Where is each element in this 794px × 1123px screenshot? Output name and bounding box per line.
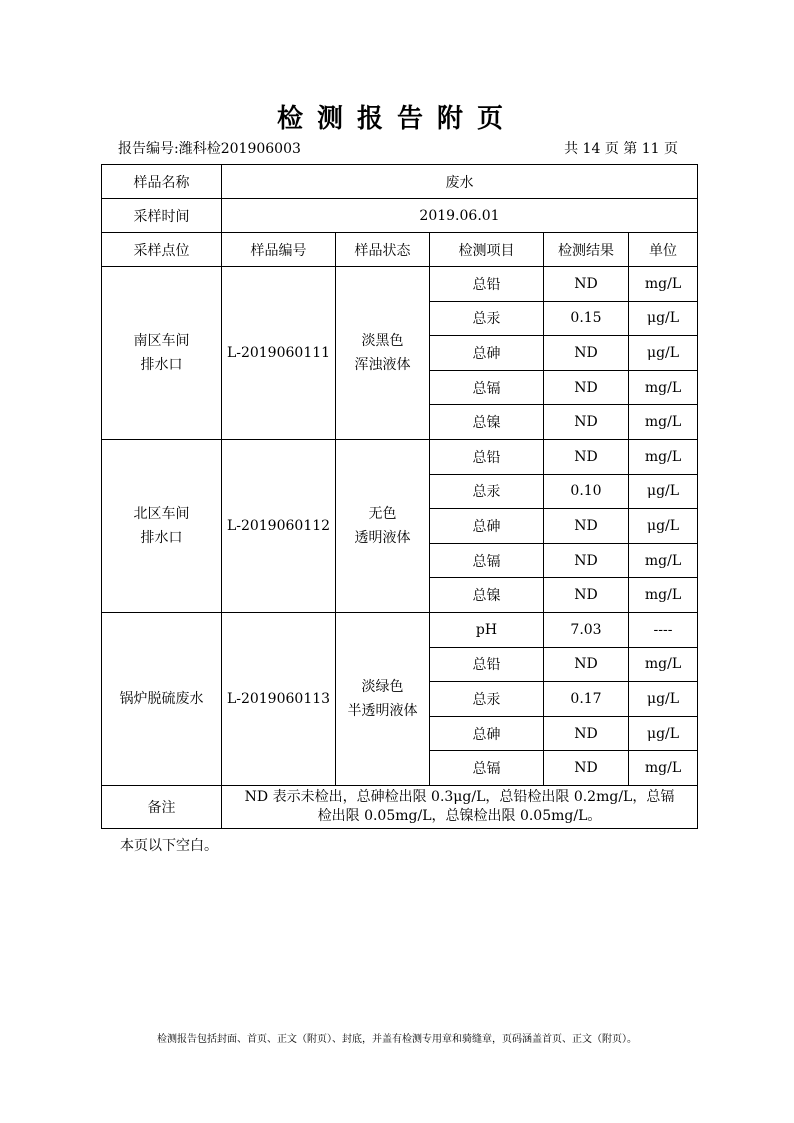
sample-location — [102, 612, 222, 785]
sample-location — [102, 439, 222, 612]
test-result: 0.10 — [544, 474, 629, 509]
report-number: 报告编号:潍科检201906003 — [118, 141, 301, 157]
test-item: 总砷 — [430, 336, 544, 371]
sample-time-label: 采样时间 — [102, 199, 222, 233]
test-result: ND — [544, 578, 629, 613]
test-unit: μg/L — [629, 301, 698, 336]
blank-note: 本页以下空白。 — [120, 838, 218, 854]
page-footer: 检测报告包括封面、首页、正文（附页）、封底，并盖有检测专用章和骑缝章，页码涵盖首页、正文（附页）。 — [157, 1034, 637, 1045]
test-item: 总铅 — [430, 647, 544, 682]
test-result: ND — [544, 336, 629, 371]
table-row — [102, 267, 698, 302]
table-row — [102, 439, 698, 474]
table-row — [102, 612, 698, 647]
location-line: 锅炉脱硫废水 — [119, 690, 204, 707]
header-sample-id: 样品编号 — [222, 233, 336, 267]
test-result: ND — [544, 751, 629, 786]
remarks-line: ND 表示未检出，总砷检出限 0.3μg/L，总铅检出限 0.2mg/L，总镉 — [244, 788, 675, 805]
data-rows — [102, 267, 698, 786]
location-line: 南区车间 — [133, 332, 190, 349]
sample-name-row — [102, 165, 698, 199]
sample-state — [336, 439, 430, 612]
state-line: 浑浊液体 — [354, 356, 411, 373]
report-meta — [118, 138, 678, 158]
test-unit: mg/L — [629, 543, 698, 578]
sample-time-row — [102, 199, 698, 233]
sample-name-label: 样品名称 — [102, 165, 222, 199]
state-line: 无色 — [368, 505, 397, 522]
test-unit: mg/L — [629, 405, 698, 440]
test-item: 总镍 — [430, 405, 544, 440]
test-result: ND — [544, 370, 629, 405]
location-line: 北区车间 — [133, 505, 190, 522]
column-header-row — [102, 233, 698, 267]
test-result: ND — [544, 716, 629, 751]
test-result: ND — [544, 543, 629, 578]
test-unit: mg/L — [629, 751, 698, 786]
test-result: ND — [544, 647, 629, 682]
sample-id: L-2019060113 — [222, 612, 336, 785]
test-unit: μg/L — [629, 716, 698, 751]
results-table — [101, 164, 698, 829]
test-unit: ---- — [629, 612, 698, 647]
test-item: pH — [430, 612, 544, 647]
test-unit: mg/L — [629, 578, 698, 613]
remarks-text — [222, 785, 698, 828]
test-item: 总砷 — [430, 716, 544, 751]
test-unit: μg/L — [629, 336, 698, 371]
test-item: 总镉 — [430, 751, 544, 786]
test-result: 0.17 — [544, 682, 629, 717]
location-line: 排水口 — [140, 356, 183, 373]
state-line: 淡黑色 — [361, 332, 404, 349]
header-location: 采样点位 — [102, 233, 222, 267]
sample-state — [336, 612, 430, 785]
test-item: 总镍 — [430, 578, 544, 613]
sample-state — [336, 267, 430, 440]
state-line: 半透明液体 — [347, 702, 418, 719]
header-state: 样品状态 — [336, 233, 430, 267]
test-unit: μg/L — [629, 474, 698, 509]
test-unit: mg/L — [629, 370, 698, 405]
state-line: 透明液体 — [354, 529, 411, 546]
sample-location — [102, 267, 222, 440]
test-unit: μg/L — [629, 682, 698, 717]
test-item: 总镉 — [430, 543, 544, 578]
remarks-label: 备注 — [102, 785, 222, 828]
test-result: ND — [544, 267, 629, 302]
remarks-row — [102, 785, 698, 828]
test-item: 总汞 — [430, 474, 544, 509]
header-unit: 单位 — [629, 233, 698, 267]
test-unit: mg/L — [629, 267, 698, 302]
test-unit: μg/L — [629, 509, 698, 544]
sample-name-value: 废水 — [222, 165, 698, 199]
state-line: 淡绿色 — [361, 678, 404, 695]
test-result: ND — [544, 509, 629, 544]
sample-time-value: 2019.06.01 — [222, 199, 698, 233]
test-item: 总铅 — [430, 439, 544, 474]
page-info: 共 14 页 第 11 页 — [564, 141, 678, 157]
test-item: 总汞 — [430, 301, 544, 336]
header-item: 检测项目 — [430, 233, 544, 267]
header-result: 检测结果 — [544, 233, 629, 267]
test-item: 总镉 — [430, 370, 544, 405]
location-line: 排水口 — [140, 529, 183, 546]
test-unit: mg/L — [629, 439, 698, 474]
test-unit: mg/L — [629, 647, 698, 682]
page-title: 检测报告附页 — [276, 104, 517, 134]
test-result: ND — [544, 405, 629, 440]
test-item: 总铅 — [430, 267, 544, 302]
sample-id: L-2019060111 — [222, 267, 336, 440]
sample-id: L-2019060112 — [222, 439, 336, 612]
test-result: 0.15 — [544, 301, 629, 336]
test-result: 7.03 — [544, 612, 629, 647]
test-item: 总砷 — [430, 509, 544, 544]
test-result: ND — [544, 439, 629, 474]
remarks-line: 检出限 0.05mg/L，总镍检出限 0.05mg/L。 — [317, 807, 602, 824]
test-item: 总汞 — [430, 682, 544, 717]
